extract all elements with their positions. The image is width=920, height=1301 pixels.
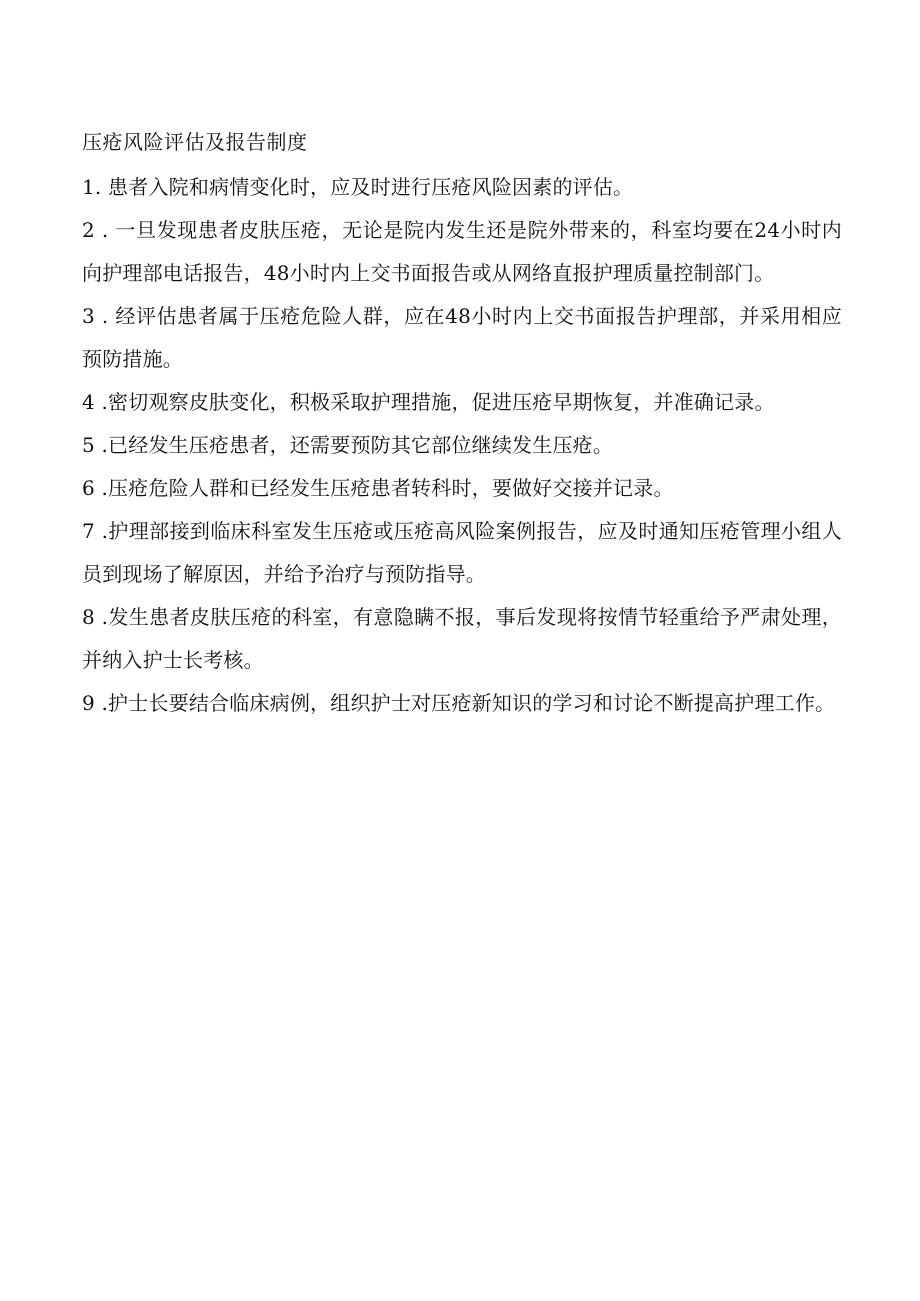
clause-9: 9 .护士长要结合临床病例，组织护士对压疮新知识的学习和讨论不断提高护理工作。	[82, 691, 836, 715]
clause-7: 7 .护理部接到临床科室发生压疮或压疮高风险案例报告，应及时通知压疮管理小组人员到现场了解原因，并给予治疗与预防指导。	[82, 519, 842, 586]
clause-3: 3 . 经评估患者属于压疮危险人群，应在48小时内上交书面报告护理部，并采用相应预防措施。	[82, 304, 842, 371]
clause-6: 6 .压疮危险人群和已经发生压疮患者转科时，要做好交接并记录。	[82, 476, 674, 500]
clause-2: 2 . 一旦发现患者皮肤压疮，无论是院内发生还是院外带来的，科室均要在24小时内向护理部电话报告，48小时内上交书面报告或从网络直报护理质量控制部门。	[82, 218, 842, 285]
clause-1: 1. 患者入院和病情变化时，应及时进行压疮风险因素的评估。	[82, 175, 634, 199]
clause-4: 4 .密切观察皮肤变化，积极采取护理措施，促进压疮早期恢复，并准确记录。	[82, 390, 775, 414]
clause-8: 8 .发生患者皮肤压疮的科室，有意隐瞒不报，事后发现将按情节轻重给予严肃处理，并纳入护士长考核。	[82, 605, 842, 672]
document-page	[82, 120, 842, 725]
clause-list	[82, 166, 842, 725]
clause-5: 5 .已经发生压疮患者，还需要预防其它部位继续发生压疮。	[82, 433, 614, 457]
document-title: 压疮风险评估及报告制度	[82, 130, 308, 154]
